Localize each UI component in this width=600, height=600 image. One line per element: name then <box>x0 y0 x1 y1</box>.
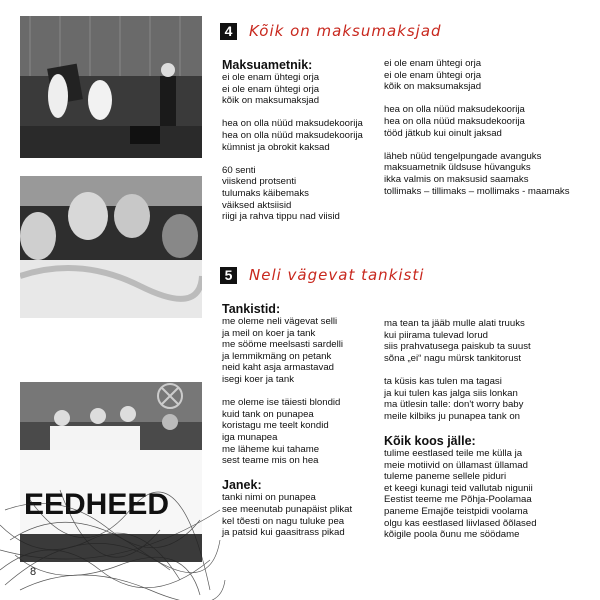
lyric-line: väiksed aktsiisid <box>222 199 292 211</box>
speaker-label: Maksuametnik: <box>222 58 313 72</box>
lyric-line: hea on olla nüüd maksudekoorija <box>384 104 525 116</box>
song-heading <box>220 22 442 40</box>
lyric-line: hea on olla nüüd maksudekoorija <box>222 129 363 141</box>
lyric-line: ja kui tulen kas jalga siis lonkan <box>384 387 518 399</box>
lyric-line: meie motiivid on üllamast üllamad <box>384 459 528 471</box>
banner-text: EEDHEED <box>24 488 170 521</box>
lyric-line: ja patsid kui gaasitrass pikad <box>222 527 345 539</box>
lyric-line: ei ole enam ühtegi orja <box>222 72 320 83</box>
page-number: 8 <box>30 566 37 578</box>
lyric-stanza <box>384 104 570 139</box>
speaker-label: Kõik koos jälle: <box>384 433 476 448</box>
lyric-line: kuid tank on punapea <box>222 408 314 420</box>
lyric-line: ja meil on koer ja tank <box>222 327 316 339</box>
lyric-stanza <box>384 151 570 197</box>
lyric-line: maksuametnik üldsuse hüvanguks <box>384 162 531 174</box>
lyric-line: ta küsis kas tulen ma tagasi <box>384 375 502 387</box>
lyric-line: viiskend protsenti <box>222 176 297 188</box>
song5-lyrics-left <box>222 302 352 550</box>
lyric-stanza <box>222 165 363 223</box>
lyric-stanza <box>384 448 537 541</box>
lyric-stanza <box>384 58 570 93</box>
lyric-stanza <box>384 318 537 364</box>
lyric-line: meile kilbiks ju punapea tank on <box>384 410 520 422</box>
lyric-line: ma ütlesin talle: don't worry baby <box>384 399 524 411</box>
scribble-decoration <box>0 470 230 600</box>
lyric-line: tulumaks käibemaks <box>222 187 309 199</box>
lyric-line: kõik on maksumaksjad <box>384 81 482 93</box>
lyric-stanza <box>222 492 352 538</box>
lyric-line: sõna „ei“ nagu mürsk tankitorust <box>384 352 522 364</box>
lyric-line: riigi ja rahva tippu nad viisid <box>222 211 340 223</box>
lyric-line: paneme Emajõe teistpidi voolama <box>384 505 528 517</box>
lyric-line: me oleme neli vägevat selli <box>222 316 338 327</box>
lyric-line: Eestist teeme me Põhja-Poolamaa <box>384 494 532 506</box>
song-title: Kõik on maksumaksjad <box>249 22 442 40</box>
lyric-line: ma tean ta jääb mulle alati truuks <box>384 318 525 329</box>
concert-photo-faces <box>20 176 202 318</box>
lyric-line: isegi koer ja tank <box>222 373 294 385</box>
song4-lyrics-right <box>384 58 570 209</box>
song-number: 4 <box>220 23 237 40</box>
concert-photo-stage <box>20 16 202 158</box>
speaker-label: Janek: <box>222 478 262 493</box>
lyric-line: olgu kas eestlased liivlased õõlased <box>384 517 537 529</box>
lyric-line: ei ole enam ühtegi orja <box>384 58 482 69</box>
lyric-line: 60 senti <box>222 164 256 176</box>
lyric-line: kõigile poola õunu me söödame <box>384 529 520 541</box>
lyric-line: sest teame mis on hea <box>222 455 319 467</box>
lyric-line: see meenutab punapäist plikat <box>222 503 353 515</box>
lyric-stanza <box>384 376 537 422</box>
lyric-line: tööd jätkub kui oinult jaksad <box>384 127 502 139</box>
lyric-line: ja lemmikmäng on petank <box>222 350 332 362</box>
lyric-line: me läheme kui tahame <box>222 443 320 455</box>
lyric-line: iga munapea <box>222 431 278 443</box>
lyric-line: tulime eestlased teile me külla ja <box>384 447 523 459</box>
lyric-line: ei ole enam ühtegi orja <box>222 83 320 95</box>
lyric-stanza <box>222 72 363 107</box>
song-number: 5 <box>220 267 237 284</box>
lyric-line: koristagu me teelt kondid <box>222 420 329 432</box>
lyric-line: hea on olla nüüd maksudekoorija <box>222 118 363 130</box>
lyric-line: siis prahvatusega paiskub ta suust <box>384 341 531 353</box>
lyric-stanza <box>222 316 352 386</box>
lyric-line: me oleme ise täiesti blondid <box>222 397 341 409</box>
song-heading <box>220 266 424 284</box>
lyric-line: hea on olla nüüd maksudekoorija <box>384 115 525 127</box>
lyric-line: läheb nüüd tengelpungade avanguks <box>384 150 542 162</box>
speaker-label: Tankistid: <box>222 302 281 316</box>
lyric-line: kümnist ja obrokit kaksad <box>222 141 330 153</box>
lyric-line: tanki nimi on punapea <box>222 492 316 504</box>
lyric-line: kõik on maksumaksjad <box>222 95 320 107</box>
lyric-line: et keegi kunagi teid vallutab nigunii <box>384 482 533 494</box>
lyric-line: kel tõesti on nagu tuluke pea <box>222 515 345 527</box>
lyric-line: ei ole enam ühtegi orja <box>384 69 482 81</box>
lyric-line: ikka valmis on maksusid saamaks <box>384 173 529 185</box>
lyric-line: tollimaks – tillimaks – mollimaks - maamaks <box>384 185 570 197</box>
song4-lyrics-left <box>222 58 363 234</box>
song-title: Neli vägevat tankisti <box>249 266 425 284</box>
lyric-stanza <box>222 118 363 153</box>
lyric-line: neid kaht asja armastavad <box>222 362 334 374</box>
song5-lyrics-right <box>384 318 537 552</box>
lyric-line: kui piirama tulevad lorud <box>384 329 488 341</box>
lyric-line: tuleme paneme sellele piduri <box>384 471 507 483</box>
lyric-stanza <box>222 397 352 467</box>
lyric-line: me sööme meelsasti sardelli <box>222 339 344 351</box>
